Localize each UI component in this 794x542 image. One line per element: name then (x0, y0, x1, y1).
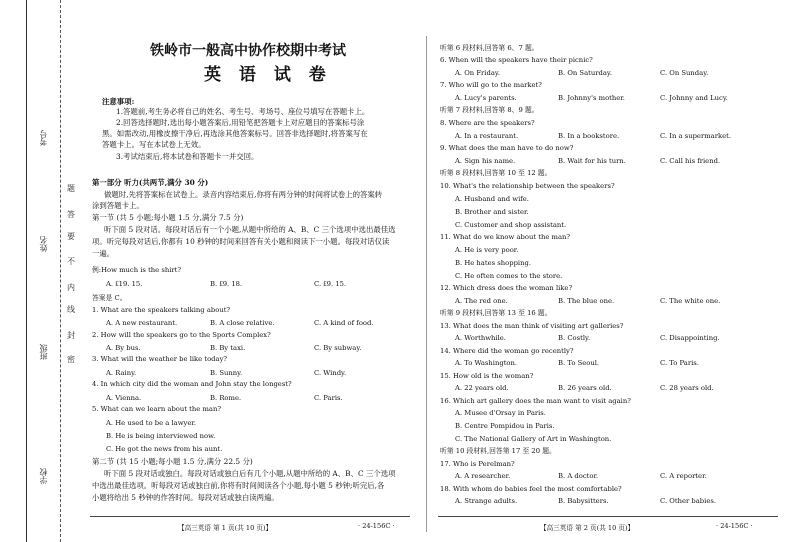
option: B. A doctor. (558, 472, 599, 480)
question-12: 12. Which dress does the woman like? (440, 284, 573, 292)
footer-rule (438, 516, 778, 517)
subject-title: 英 语 试 卷 (204, 65, 332, 85)
paper-code: · 24-156C · (716, 522, 753, 530)
material-7-note: 听第 7 段材料,回答第 8、9 题。 (440, 106, 539, 114)
question-7: 7. Who will go to the market? (440, 81, 542, 89)
example-answer: 答案是 C。 (92, 294, 127, 302)
option: A. In a restaurant. (455, 132, 519, 140)
option: C. Call his friend. (660, 157, 721, 165)
option: B. In a bookstore. (558, 132, 620, 140)
option: A. On Friday. (455, 69, 500, 77)
section1-intro: 项。听完每段对话后,你都有 10 秒钟的时间来回答有关小题和阅读下一小题。每段对话仅读 (92, 237, 390, 246)
option: B. Centre Pompidou in Paris. (455, 422, 555, 430)
option: C. In a supermarket. (660, 132, 731, 140)
material-9-note: 听第 9 段材料,回答第 13 至 16 题。 (440, 309, 552, 317)
question-15: 15. How old is the woman? (440, 372, 534, 380)
option: A. To Washington. (455, 359, 518, 367)
page-footer: 【高三英语 第 2 页(共 10 页)】 (540, 524, 635, 532)
option: A. By bus. (106, 344, 141, 352)
question-10: 10. What's the relationship between the speakers? (440, 182, 615, 190)
option: B. Rome. (210, 394, 242, 402)
example-option: B. ₤9. 18. (210, 280, 243, 288)
seal-char: 题 (67, 184, 75, 193)
question-2: 2. How will the speakers go to the Sports Complex? (92, 331, 271, 339)
option: B. Babysitters. (558, 497, 609, 505)
material-8-note: 听第 8 段材料,回答第 10 至 12 题。 (440, 169, 552, 177)
option: B. Costly. (558, 334, 591, 342)
page-divider (426, 36, 427, 532)
option: B. To Seoul. (558, 359, 600, 367)
section1-intro: 听下面 5 段对话。每段对话后有一个小题,从题中所给的 A、B、C 三个选项中选出最佳选 (104, 225, 396, 234)
page-footer: 【高三英语 第 1 页(共 10 页)】 (178, 524, 273, 532)
option: C. A kind of food. (314, 319, 374, 327)
option: B. He hates shopping. (455, 259, 531, 267)
option: A. Musee d'Orsay in Paris. (455, 409, 546, 417)
note-line: 2.回答选择题时,选出每小题答案后,用铅笔把答题卡上对应题目的答案标号涂 (116, 118, 365, 127)
seal-char: 线 (67, 305, 75, 314)
note-line: 黑。如需改动,用橡皮擦干净后,再选涂其他答案标号。回答非选择题时,将答案写在 (102, 129, 368, 138)
question-8: 8. Where are the speakers? (440, 119, 535, 127)
option: A. Vienna. (106, 394, 142, 402)
note-line: 1.答题前,考生务必将自己的姓名、考生号、考场号、座位号填写在答题卡上。 (116, 107, 370, 116)
option: C. On Sunday. (660, 69, 709, 77)
option: A. Worthwhile. (455, 334, 506, 342)
example-option: C. ₤9. 15. (314, 280, 347, 288)
option: B. Johnny's mother. (558, 94, 625, 102)
option: B. 26 years old. (558, 384, 612, 392)
notes-heading: 注意事项: (102, 97, 135, 106)
note-line: 答题卡上。写在本试卷上无效。 (102, 140, 206, 149)
binding-line (26, 0, 27, 542)
material-6-note: 听第 6 段材料,回答第 6、7 题。 (440, 44, 539, 52)
option: C. He got the news from his aunt. (106, 445, 223, 453)
example-question: 例:How much is the shirt? (92, 266, 182, 274)
seal-char: 答 (67, 210, 75, 219)
option: B. By taxi. (210, 344, 246, 352)
question-16: 16. Which art gallery does the man want to visit again? (440, 397, 631, 405)
exam-title: 铁岭市一般高中协作校期中考试 (150, 43, 346, 59)
name-label: 姓名 (39, 236, 48, 252)
section2-heading: 第二节 (共 15 小题;每小题 1.5 分,满分 22.5 分) (92, 457, 253, 466)
option: C. He often comes to the store. (455, 272, 563, 280)
part1-intro: 涂到答题卡上。 (92, 201, 144, 210)
option: A. He used to be a lawyer. (106, 419, 197, 427)
question-5: 5. What can we learn about the man? (92, 405, 221, 413)
question-6: 6. When will the speakers have their picnic? (440, 56, 593, 64)
example-option: A. ₤19. 15. (106, 280, 143, 288)
seal-char: 要 (67, 232, 75, 241)
option: A. Rainy. (106, 369, 137, 377)
option: A. Husband and wife. (455, 195, 529, 203)
option: A. He is very poor. (455, 246, 519, 254)
seal-char: 不 (67, 257, 75, 266)
option: B. A close relative. (210, 319, 275, 327)
question-1: 1. What are the speakers talking about? (92, 306, 231, 314)
footer-rule (90, 516, 410, 517)
option: C. A reporter. (660, 472, 707, 480)
question-3: 3. What will the weather be like today? (92, 355, 228, 363)
option: A. Sign his name. (455, 157, 516, 165)
part1-intro: 做题时,先将答案标在试卷上。录音内容结束后,你将有两分钟的时间将试卷上的答案转 (104, 190, 383, 199)
option: A. Strange adults. (455, 497, 518, 505)
question-17: 17. Who is Perelman? (440, 460, 515, 468)
section2-intro: 小题将给出 5 秒钟的作答时间。每段对话或独白读两遍。 (92, 493, 279, 502)
option: C. Disappointing. (660, 334, 720, 342)
question-9: 9. What does the man have to do now? (440, 144, 574, 152)
option: A. A new restaurant. (106, 319, 178, 327)
option: B. He is being interviewed now. (106, 432, 216, 440)
option: B. The blue one. (558, 297, 615, 305)
option: C. Windy. (314, 369, 347, 377)
option: C. 28 years old. (660, 384, 714, 392)
option: C. The National Gallery of Art in Washington. (455, 435, 612, 443)
option: C. Customer and shop assistant. (455, 221, 567, 229)
section1-intro: 一遍。 (92, 249, 115, 258)
question-11: 11. What do we know about the man? (440, 233, 571, 241)
class-label: 班级 (39, 344, 48, 360)
option: A. The red one. (455, 297, 508, 305)
section1-heading: 第一节 (共 5 小题;每小题 1.5 分,满分 7.5 分) (92, 213, 244, 222)
question-18: 18. With whom do babies feel the most comfortable? (440, 485, 622, 493)
seal-char: 密 (67, 355, 75, 364)
question-13: 13. What does the man think of visiting art galleries? (440, 322, 624, 330)
option: B. Sunny. (210, 369, 243, 377)
option: A. A researcher. (455, 472, 511, 480)
option: C. Johnny and Lucy. (660, 94, 728, 102)
option: C. To Paris. (660, 359, 699, 367)
option: C. Paris. (314, 394, 343, 402)
option: B. Brother and sister. (455, 208, 529, 216)
option: C. The white one. (660, 297, 721, 305)
exam-no-label: 考号 (39, 130, 48, 146)
question-4: 4. In which city did the woman and John stay the longest? (92, 380, 292, 388)
option: C. Other babies. (660, 497, 716, 505)
option: B. Wait for his turn. (558, 157, 626, 165)
option: A. 22 years old. (455, 384, 509, 392)
seal-char: 封 (67, 331, 75, 340)
material-10-note: 听第 10 段材料,回答第 17 至 20 题。 (440, 447, 556, 455)
section2-intro: 听下面 5 段对话或独白。每段对话或独白后有几个小题,从题中所给的 A、B、C 三个选项 (104, 469, 396, 478)
school-label: 学校 (39, 468, 48, 484)
seal-line (60, 0, 61, 542)
seal-char: 内 (67, 283, 75, 292)
option: B. On Saturday. (558, 69, 612, 77)
paper-code: · 24-156C · (358, 522, 395, 530)
section2-intro: 中选出最佳选项。听每段对话或独白前,你将有时间阅读各个小题,每小题 5 秒钟;听完后,各 (92, 481, 385, 490)
option: A. Lucy's parents. (455, 94, 517, 102)
question-14: 14. Where did the woman go recently? (440, 347, 574, 355)
part1-heading: 第一部分 听力(共两节,满分 30 分) (92, 178, 209, 187)
option: C. By subway. (314, 344, 362, 352)
note-line: 3.考试结束后,将本试卷和答题卡一并交回。 (116, 152, 259, 161)
